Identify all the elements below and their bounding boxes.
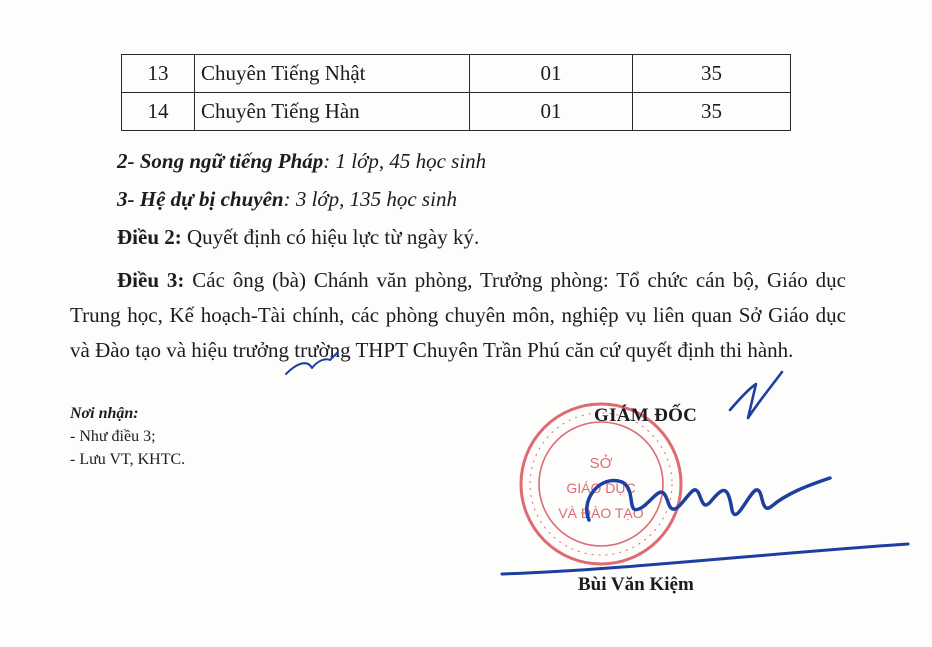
class-count: 01 <box>470 55 633 93</box>
preparatory-line <box>117 187 457 212</box>
article-3-label: Điều 3: <box>117 268 185 292</box>
class-name: Chuyên Tiếng Hàn <box>195 93 470 131</box>
recipient-item: - Lưu VT, KHTC. <box>70 451 186 468</box>
signer-name: Bùi Văn Kiệm <box>578 574 694 595</box>
preparatory-label: 3- Hệ dự bị chuyên <box>117 187 284 211</box>
table-row <box>122 93 791 131</box>
director-title: GIÁM ĐỐC <box>594 405 698 426</box>
student-count: 35 <box>633 55 791 93</box>
bilingual-value: : 1 lớp, 45 học sinh <box>323 149 487 173</box>
seal-line-2: GIÁO DỤC <box>566 480 636 496</box>
seal-line-1: SỞ <box>589 455 613 472</box>
recipients-heading: Nơi nhận: <box>70 405 139 422</box>
article-3 <box>70 263 846 368</box>
article-2-label: Điều 2: <box>117 225 182 249</box>
class-count: 01 <box>470 93 633 131</box>
row-number: 14 <box>122 93 195 131</box>
preparatory-value: : 3 lớp, 135 học sinh <box>283 187 457 211</box>
class-allocation-table <box>121 54 791 131</box>
row-number: 13 <box>122 55 195 93</box>
article-2-text: Quyết định có hiệu lực từ ngày ký. <box>181 225 480 249</box>
article-2 <box>117 225 479 250</box>
bilingual-french-line <box>117 149 486 174</box>
recipients-block <box>70 402 185 471</box>
class-name: Chuyên Tiếng Nhật <box>195 55 470 93</box>
article-3-text: Các ông (bà) Chánh văn phòng, Trưởng phòng: Tổ chức cán bộ, Giáo dục Trung học, Kế hoạch-Tài chính, các phòng chuyên môn, nghiệp vụ liên quan Sở Giáo dục và Đào tạo và hiệu trưởng trường THPT Chuyên Trần Phú căn cứ quyết định thi hành. <box>70 268 846 362</box>
handwritten-signature <box>286 352 908 574</box>
recipient-item: - Như điều 3; <box>70 428 156 445</box>
student-count: 35 <box>633 93 791 131</box>
bilingual-label: 2- Song ngữ tiếng Pháp <box>117 149 324 173</box>
official-seal <box>521 404 681 564</box>
table-row <box>122 55 791 93</box>
seal-line-3: VÀ ĐÀO TẠO <box>558 505 644 521</box>
